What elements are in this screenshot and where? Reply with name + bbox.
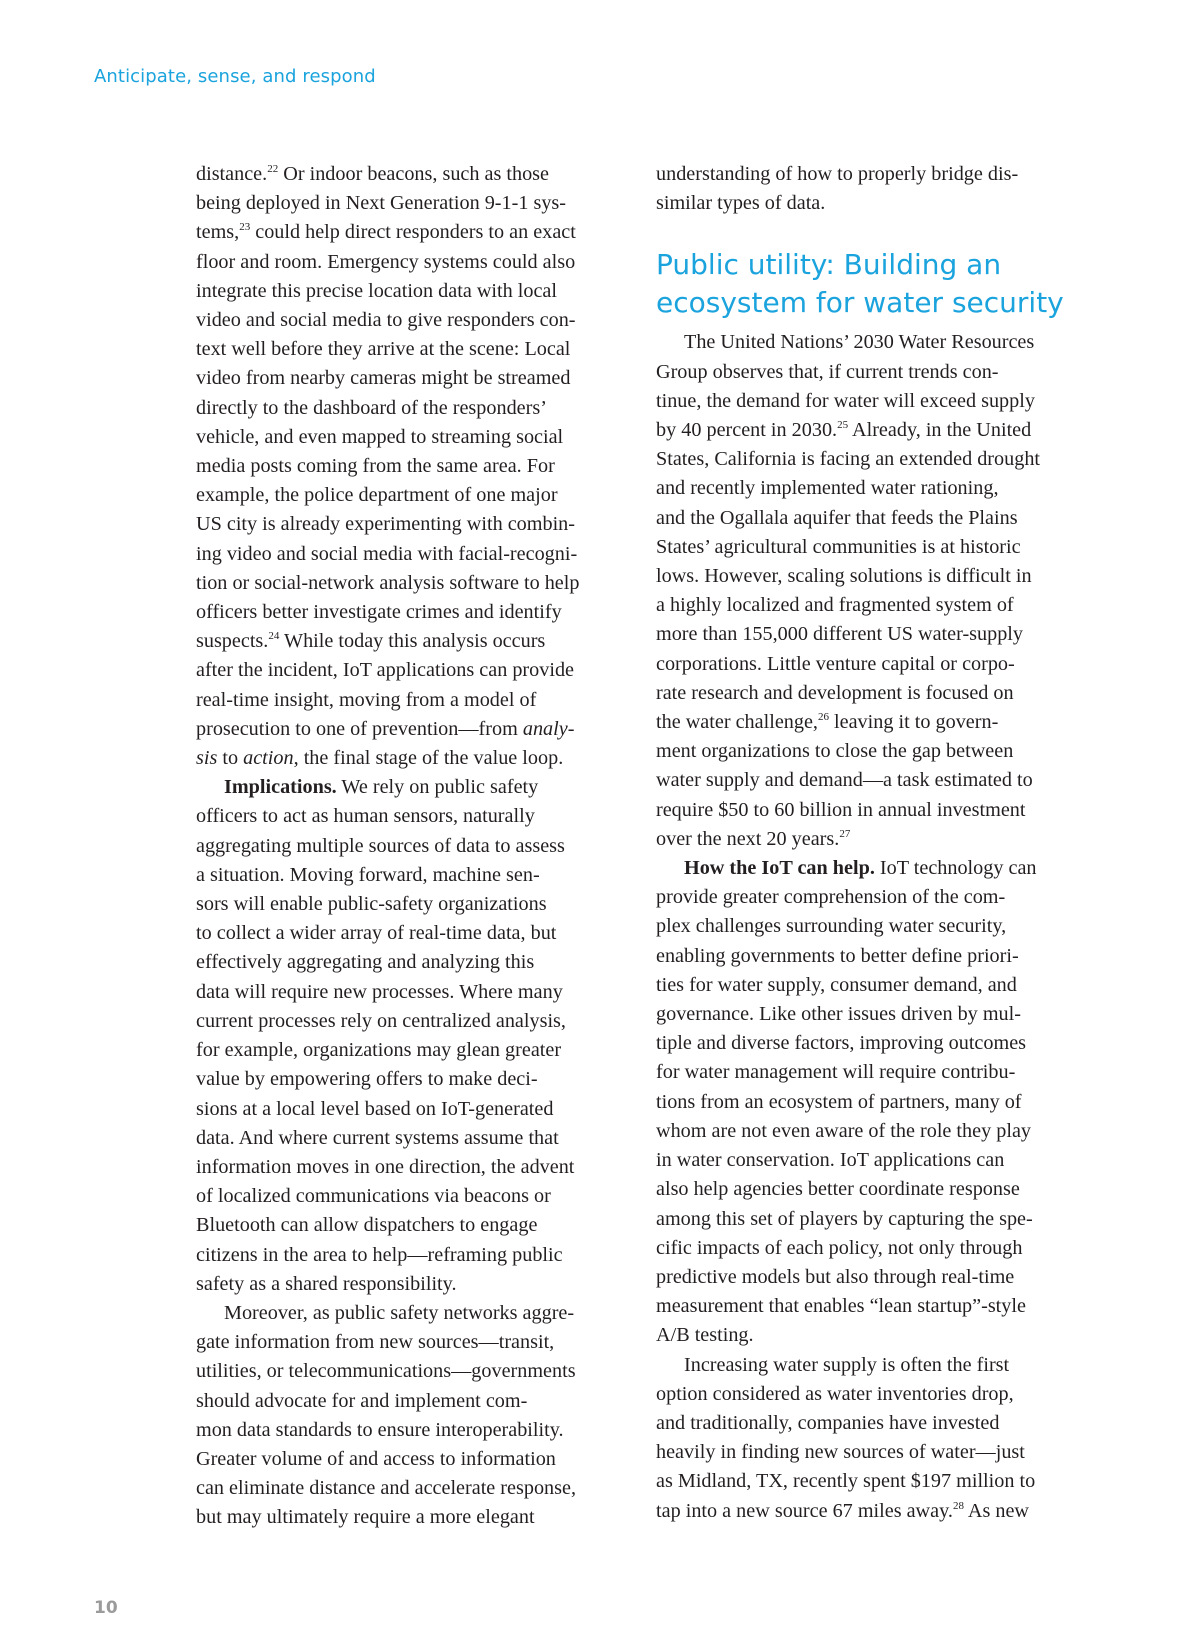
text-line: data. And where current systems assume that [196, 1126, 559, 1149]
text-line: should advocate for and implement com- [196, 1389, 528, 1412]
text-line: after the incident, IoT applications can provide [196, 659, 575, 682]
text-run: Already, in the United [848, 419, 1032, 442]
text-line: for example, organizations may glean greater [196, 1039, 562, 1062]
text-line [196, 627, 616, 656]
footnote-ref: 22 [267, 163, 279, 175]
text-run: tems, [196, 221, 240, 244]
text-line: similar types of data. [656, 192, 826, 215]
text-line: a situation. Moving forward, machine sen- [196, 863, 540, 886]
page-number: 10 [94, 1598, 118, 1618]
footnote-ref: 24 [268, 630, 280, 643]
paragraph-increasing-supply [656, 1351, 1076, 1526]
text-line: data will require new processes. Where many [196, 980, 563, 1003]
paragraph-water-resources [656, 328, 1076, 854]
text-line [196, 218, 616, 247]
text-run: , the final stage of the value loop. [293, 747, 564, 770]
text-line: sors will enable public-safety organizations [196, 893, 547, 916]
paragraph-public-safety-continued [196, 160, 616, 773]
text-run: IoT technology can [874, 857, 1037, 880]
text-line: integrate this precise location data with local [196, 279, 557, 302]
emphasis: analy- [522, 717, 575, 740]
text-line: US city is already experimenting with combin- [196, 513, 575, 536]
text-run: We rely on public safety [336, 776, 539, 799]
text-line: among this set of players by capturing the spe- [656, 1207, 1033, 1230]
emphasis: sis [196, 747, 218, 770]
text-line: utilities, or telecommunications—governments [196, 1360, 576, 1383]
text-line: measurement that enables “lean startup”-style [656, 1295, 1026, 1318]
text-line: as Midland, TX, recently spent $197 million to [656, 1470, 1036, 1493]
text-line: gate information from new sources—transit, [196, 1331, 555, 1354]
text-line: lows. However, scaling solutions is difficult in [656, 565, 1032, 588]
text-line: vehicle, and even mapped to streaming social [196, 425, 564, 448]
text-line: A/B testing. [656, 1324, 754, 1347]
text-line: States, California is facing an extended drought [656, 448, 1041, 471]
text-line: ment organizations to close the gap between [656, 740, 1014, 763]
text-line: to collect a wider array of real-time data, but [196, 922, 557, 945]
text-line [196, 744, 616, 773]
text-line: citizens in the area to help—reframing public [196, 1243, 563, 1266]
text-line: Greater volume of and access to information [196, 1447, 556, 1470]
text-line: and recently implemented water rationing, [656, 477, 999, 500]
text-line: Group observes that, if current trends con- [656, 360, 999, 383]
paragraph-implications [196, 773, 616, 1299]
text-line: a highly localized and fragmented system of [656, 594, 1014, 617]
text-line: enabling governments to better define priori- [656, 944, 1019, 967]
heading-line: ecosystem for water security [656, 286, 1064, 320]
text-line: sions at a local level based on IoT-generated [196, 1097, 554, 1120]
text-run: tap into a new source 67 miles away. [656, 1499, 953, 1522]
text-line [656, 708, 1076, 737]
emphasis: action [243, 747, 294, 770]
text-line: States’ agricultural communities is at historic [656, 535, 1021, 558]
text-run: While today this analysis occurs [279, 630, 546, 653]
text-line: plex challenges surrounding water security, [656, 915, 1007, 938]
footnote-ref: 28 [952, 1499, 964, 1512]
paragraph-moreover [196, 1299, 616, 1533]
text-line: ties for water supply, consumer demand, and [656, 973, 1017, 996]
section-heading [656, 246, 1076, 322]
text-line: officers to act as human sensors, naturally [196, 805, 535, 828]
text-line: tiple and diverse factors, improving outcomes [656, 1032, 1027, 1055]
text-run: prosecution to one of prevention—from [196, 717, 523, 740]
paragraph-lead: How the IoT can help. [684, 857, 875, 880]
text-line: option considered as water inventories drop, [656, 1382, 1014, 1405]
text-line: provide greater comprehension of the com- [656, 886, 1006, 909]
text-line: aggregating multiple sources of data to assess [196, 834, 565, 857]
running-head: Anticipate, sense, and respond [94, 66, 376, 87]
text-line: rate research and development is focused on [656, 681, 1014, 704]
text-line: understanding of how to properly bridge dis- [656, 163, 1019, 185]
text-line: cific impacts of each policy, not only through [656, 1236, 1023, 1259]
text-line: tion or social-network analysis software to help [196, 571, 580, 594]
text-line: for water management will require contribu- [656, 1061, 1016, 1084]
footnote-ref: 25 [837, 419, 849, 432]
text-line: heavily in finding new sources of water—just [656, 1441, 1025, 1464]
text-line: and the Ogallala aquifer that feeds the Plains [656, 506, 1018, 529]
text-run: distance. [196, 163, 268, 185]
footnote-ref: 26 [817, 711, 829, 724]
text-line: in water conservation. IoT applications can [656, 1149, 1005, 1172]
text-line: Moreover, as public safety networks aggre- [224, 1301, 575, 1324]
text-run: the water challenge, [656, 711, 818, 734]
text-line: information moves in one direction, the advent [196, 1155, 575, 1178]
text-line: tions from an ecosystem of partners, many of [656, 1090, 1022, 1113]
text-line: officers better investigate crimes and identify [196, 601, 562, 624]
text-line [656, 825, 1076, 854]
heading-line: Public utility: Building an [656, 248, 1002, 282]
right-column [656, 160, 1076, 1526]
footnote-ref: 23 [239, 221, 251, 234]
text-line: ing video and social media with facial-recogni- [196, 542, 578, 565]
text-line: directly to the dashboard of the responders’ [196, 396, 547, 419]
footnote-ref: 27 [839, 827, 851, 840]
text-line: Bluetooth can allow dispatchers to engage [196, 1214, 538, 1237]
text-line: safety as a shared responsibility. [196, 1272, 457, 1295]
text-line [196, 715, 616, 744]
text-run: As new [963, 1499, 1029, 1522]
text-line: but may ultimately require a more elegant [196, 1506, 535, 1529]
text-line: being deployed in Next Generation 9-1-1 sys- [196, 192, 567, 215]
text-line: effectively aggregating and analyzing this [196, 951, 535, 974]
text-line: Increasing water supply is often the first [684, 1353, 1010, 1376]
text-run: suspects. [196, 630, 269, 653]
text-line: value by empowering offers to make deci- [196, 1068, 538, 1091]
text-line: predictive models but also through real-time [656, 1265, 1015, 1288]
paragraph-how-iot-can-help [656, 854, 1076, 1350]
paragraph-lead: Implications. [224, 776, 337, 799]
text-line: water supply and demand—a task estimated to [656, 769, 1033, 792]
text-line: of localized communications via beacons or [196, 1185, 551, 1208]
text-run: leaving it to govern- [828, 711, 999, 734]
text-run: to [217, 747, 244, 770]
text-line: floor and room. Emergency systems could also [196, 250, 576, 273]
text-line [196, 773, 616, 802]
text-line: current processes rely on centralized analysis, [196, 1009, 566, 1032]
text-line: require $50 to 60 billion in annual investment [656, 798, 1026, 821]
text-line: governance. Like other issues driven by mul- [656, 1003, 1021, 1026]
text-line: real-time insight, moving from a model of [196, 688, 537, 711]
text-run: by 40 percent in 2030. [656, 419, 838, 442]
text-line: corporations. Little venture capital or corpo- [656, 652, 1015, 675]
text-run: over the next 20 years. [656, 827, 840, 850]
text-line: media posts coming from the same area. For [196, 455, 555, 478]
text-line [656, 1497, 1076, 1526]
text-line: and traditionally, companies have invested [656, 1411, 1000, 1434]
text-line: video from nearby cameras might be streamed [196, 367, 571, 390]
text-line: video and social media to give responders con- [196, 309, 576, 332]
text-line [656, 416, 1076, 445]
text-line [656, 854, 1076, 883]
text-line: text well before they arrive at the scene: Local [196, 338, 571, 361]
left-column [196, 160, 616, 1533]
text-line: more than 155,000 different US water-supply [656, 623, 1024, 646]
text-run: Or indoor beacons, such as those [278, 163, 549, 185]
paragraph-continued [656, 160, 1076, 218]
text-line: can eliminate distance and accelerate response, [196, 1477, 576, 1500]
text-line: mon data standards to ensure interoperability. [196, 1418, 564, 1441]
text-line: tinue, the demand for water will exceed supply [656, 389, 1035, 412]
text-run: could help direct responders to an exact [250, 221, 576, 244]
text-line: The United Nations’ 2030 Water Resources [684, 331, 1035, 354]
text-line: example, the police department of one major [196, 484, 558, 507]
text-line: whom are not even aware of the role they play [656, 1119, 1031, 1142]
text-line [196, 160, 616, 189]
text-line: also help agencies better coordinate response [656, 1178, 1020, 1201]
